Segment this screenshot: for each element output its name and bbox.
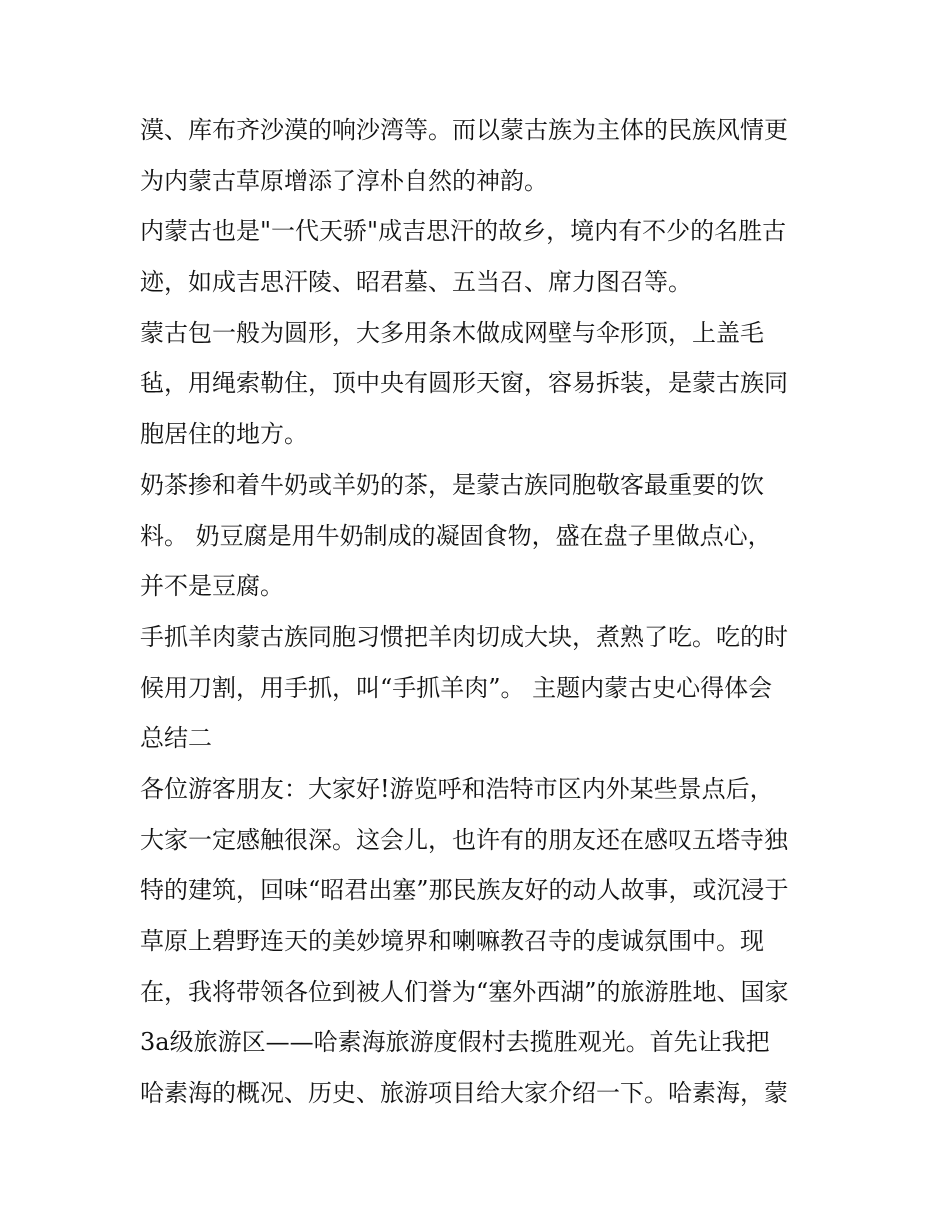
text-line: 奶茶掺和着牛奶或羊奶的茶，是蒙古族同胞敬客最重要的饮 [140,470,764,499]
text-line: 内蒙古也是"一代天骄"成吉思汗的故乡，境内有不少的名胜古 [140,217,787,246]
text-line: 胞居住的地方。 [140,420,308,449]
text-line: 3a级旅游区——哈素海旅游度假村去揽胜观光。首先让我把 [140,1028,770,1057]
text-line: 哈素海的概况、历史、旅游项目给大家介绍一下。哈素海，蒙 [140,1079,788,1108]
text-line: 毡，用绳索勒住，顶中央有圆形天窗，容易拆装，是蒙古族同 [140,369,788,398]
text-line: 大家一定感触很深。这会儿，也许有的朋友还在感叹五塔寺独 [140,825,788,854]
text-line: 总结二 [140,724,212,753]
text-line: 草原上碧野连天的美妙境界和喇嘛教召寺的虔诚氛围中。现 [140,927,764,955]
text-line: 在，我将带领各位到被人们誉为“塞外西湖”的旅游胜地、国家 [140,977,789,1006]
text-line: 各位游客朋友：大家好!游览呼和浩特市区内外某些景点后， [140,774,774,803]
text-line: 手抓羊肉蒙古族同胞习惯把羊肉切成大块，煮熟了吃。吃的时 [140,622,788,651]
text-line: 漠、库布齐沙漠的响沙湾等。而以蒙古族为主体的民族风情更 [140,116,788,144]
text-line: 特的建筑，回味“昭君出塞”那民族友好的动人故事，或沉浸于 [140,876,789,905]
text-line: 料。 奶豆腐是用牛奶制成的凝固食物，盛在盘子里做点心， [140,521,772,550]
text-line: 蒙古包一般为圆形，大多用条木做成网壁与伞形顶，上盖毛 [140,318,764,347]
text-line: 为内蒙古草原增添了淳朴自然的神韵。 [140,166,548,195]
text-line: 并不是豆腐。 [140,572,284,601]
text-line: 迹，如成吉思汗陵、昭君墓、五当召、席力图召等。 [140,268,692,297]
document-body [140,105,830,1119]
text-line: 候用刀割，用手抓，叫“手抓羊肉”。 主题内蒙古史心得体会 [140,673,773,702]
